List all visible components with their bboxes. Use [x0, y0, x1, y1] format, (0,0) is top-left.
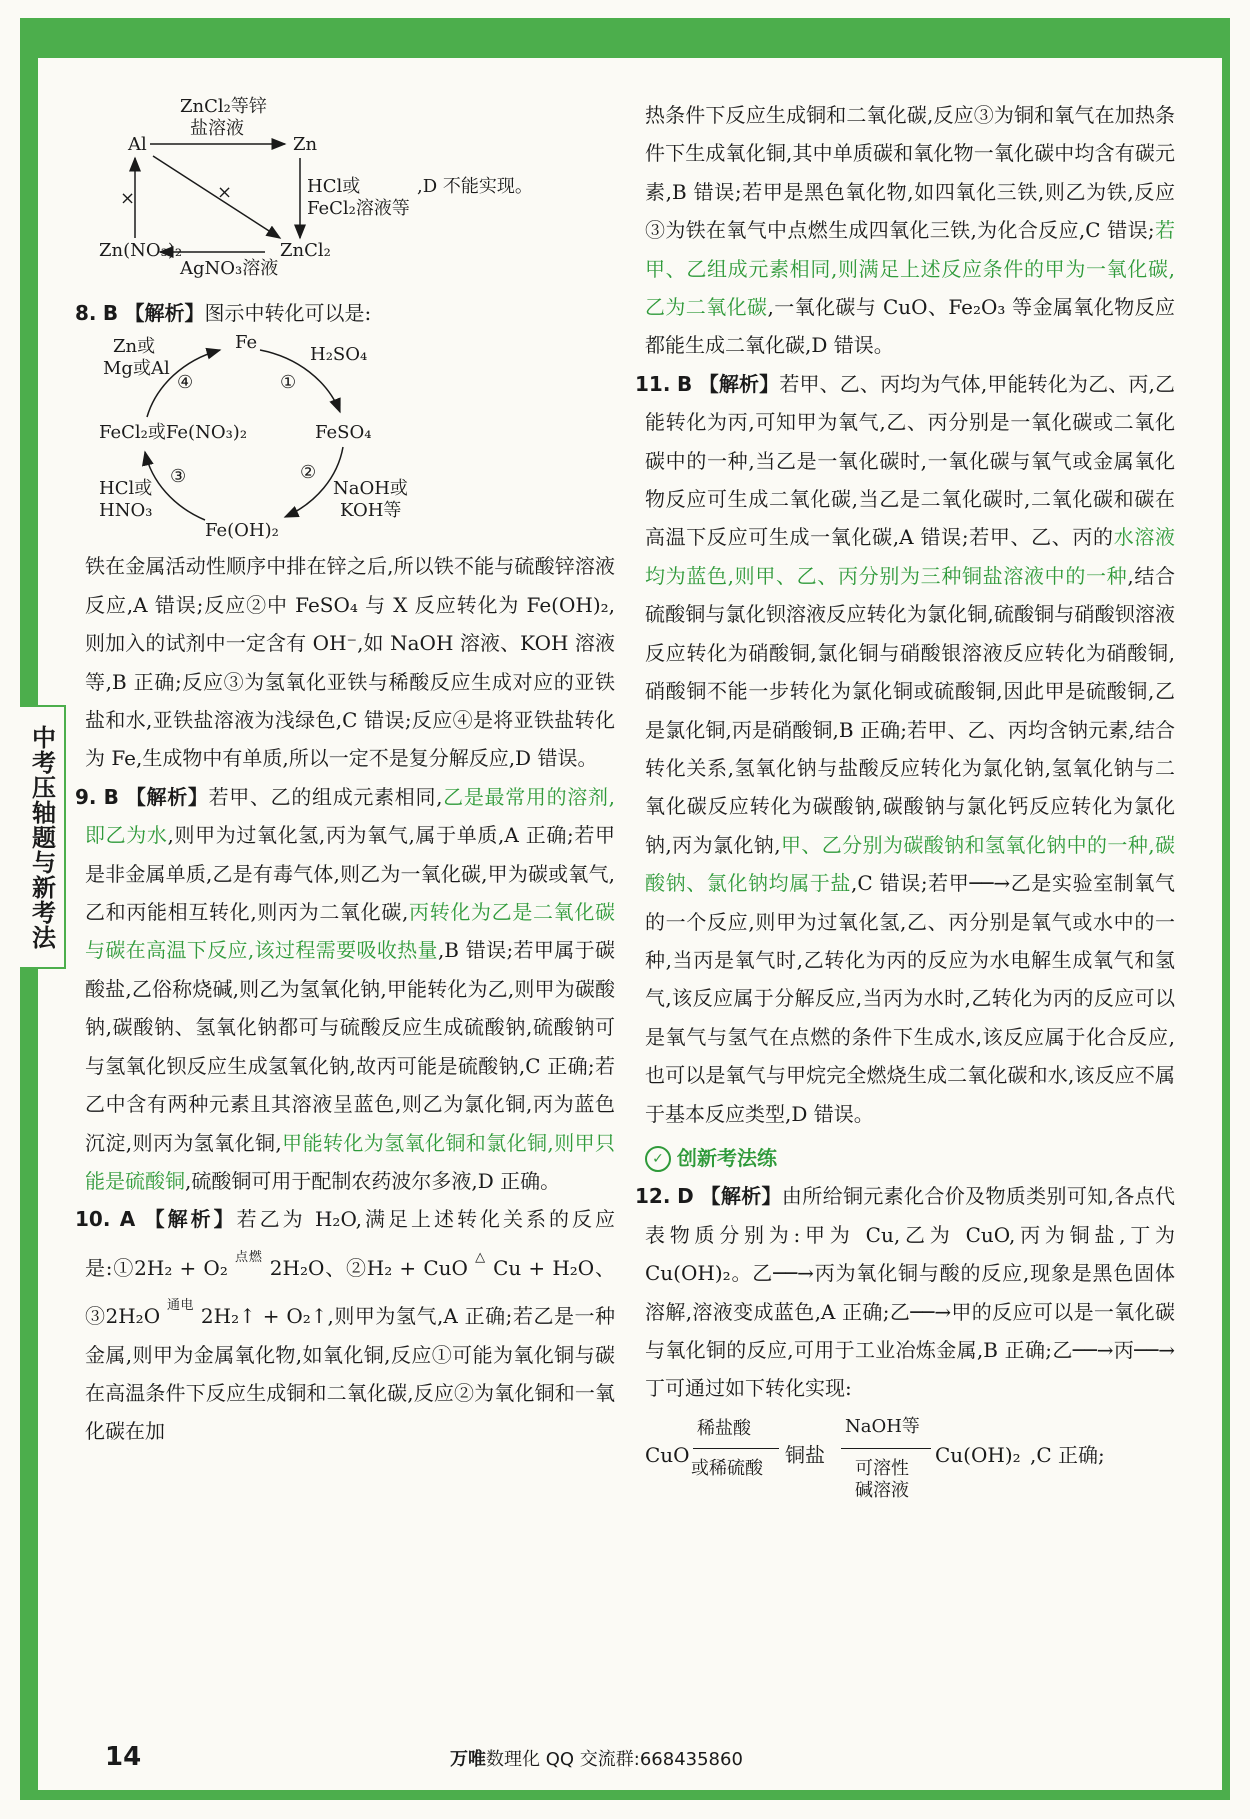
- page-frame-bottom: [20, 1790, 1230, 1800]
- eq-copper-salt: 铜盐: [785, 1442, 825, 1467]
- q11-text-3: ,C 错误;若甲──→乙是实验室制氧气的一个反应,则甲为过氧化氢,乙、丙分别是氧气或水中的一种,当丙是氧气时,乙转化为丙的反应为水电解生成氧气和氢气,该反应属于分解反应,当丙为水时,乙转化为丙的反应可以是氧气与氢气在点燃的条件下生成水,该反应属于化合反应,也可以是氧气与甲烷完全燃烧生成二氧化碳和水,该反应不属于基本反应类型,D 错误。: [645, 871, 1175, 1126]
- cycle-label-mgal: Mg或Al: [103, 358, 170, 380]
- eq-reagent-top-1: 稀盐酸: [697, 1417, 751, 1439]
- diagram-x-diagonal: ×: [217, 182, 233, 203]
- eq-tail: ,C 正确;: [1030, 1442, 1105, 1467]
- q9-text-4: ,硫酸铜可用于配制农药波尔多液,D 正确。: [185, 1168, 561, 1193]
- eq-reagent-bottom-1: 或稀硫酸: [691, 1457, 763, 1479]
- q8-body: 铁在金属活动性顺序中排在锌之后,所以铁不能与硫酸锌溶液反应,A 错误;反应②中 FeSO₄ 与 X 反应转化为 Fe(OH)₂,则加入的试剂中一定含有 OH⁻,如 NaOH 溶液、KOH 溶液等,B 正确;反应③为氢氧化亚铁与稀酸反应生成对应的亚铁盐和水,亚铁盐溶液为浅绿色,C 错误;反应④是将亚铁盐转化为 Fe,生成物中有单质,所以一定不是复分解反应,D 错误。: [85, 554, 615, 771]
- cycle-label-naoh: NaOH或: [333, 478, 408, 500]
- q10-cont-text-2: ,一氧化碳与 CuO、Fe₂O₃ 等金属氧化物反应都能生成二氧化碳,D 错误。: [645, 295, 1176, 358]
- cycle-label-hcl: HCl或: [99, 478, 153, 500]
- diagram-label-hcl: HCl或: [307, 176, 361, 197]
- cycle-label-h2so4: H₂SO₄: [310, 344, 368, 366]
- q10-cont-highlight: 若甲、乙组成元素相同,则满足上述反应条件的甲为一氧化碳,乙为二氧化碳: [645, 218, 1175, 320]
- cycle-node-feoh2: Fe(OH)₂: [205, 520, 279, 542]
- check-circle-icon: ✓: [645, 1146, 671, 1172]
- answer-letter: B: [102, 301, 119, 325]
- brand-name: 万唯: [450, 1749, 486, 1770]
- q12-text-1: 由所给铜元素化合价及物质类别可知,各点代表物质分别为:甲为 Cu,乙为 CuO,丙为铜盐,丁为 Cu(OH)₂。乙──→丙为氧化铜与酸的反应,现象是黑色固体溶解,溶液变成蓝色,A 正确;乙──→甲的反应可以是一氧化碳与氧化铜的反应,可用于工业冶炼金属,B 正确;乙──→丙──→丁可通过如下转化实现:: [645, 1184, 1176, 1401]
- q10-text-1: 若乙为 H₂O,满足上述转化关系的反应是:①2H₂ + O₂: [85, 1207, 616, 1280]
- q9-text-2: ,则甲为过氧化氢,丙为氧气,属于单质,A 正确;若甲是非金属单质,乙是有毒气体,则乙为一氧化碳,甲为碳或氧气,乙和丙能相互转化,则丙为二氧化碳,: [85, 823, 616, 925]
- diagram-node-zn-no3: Zn(NO₃)₂: [99, 240, 183, 261]
- question-number: 11.: [635, 371, 671, 396]
- analysis-tag: 【解析】: [144, 1207, 237, 1232]
- diagram-node-zn: Zn: [293, 134, 318, 155]
- question-12: [635, 1177, 1176, 1407]
- q10-condition-electrolysis: 通电: [166, 1298, 195, 1314]
- section-title: 创新考法练: [677, 1145, 777, 1170]
- cycle-node-feso4: FeSO₄: [315, 422, 372, 444]
- analysis-tag: 【解析】: [125, 784, 209, 809]
- sidebar-tab: [20, 705, 66, 969]
- left-column: [75, 96, 616, 1451]
- zinc-diagram: [85, 96, 615, 294]
- answer-letter: A: [119, 1207, 136, 1232]
- cycle-step-3: ③: [170, 466, 187, 488]
- answer-letter: B: [676, 371, 693, 396]
- answer-letter: B: [103, 784, 119, 809]
- question-11: [635, 365, 1176, 1133]
- q12-equation: [645, 1408, 1175, 1501]
- question-number: 10.: [75, 1207, 111, 1232]
- q10-condition-ignite: 点燃: [235, 1249, 263, 1265]
- eq-cuo: CuO: [645, 1442, 690, 1467]
- q10-text-4: 2H₂↑ + O₂↑,则甲为氢气,A 正确;若乙是一种金属,则甲为金属氧化物,如氧化铜,反应①可能为氧化铜与碳在高温条件下反应生成铜和二氧化碳,反应②为氧化铜和一氧化碳在加: [85, 1304, 616, 1444]
- diagram-node-al: Al: [128, 134, 147, 155]
- cycle-step-1: ①: [280, 372, 297, 394]
- diagram-label-agno3: AgNO₃溶液: [180, 258, 279, 279]
- cycle-label-hno3: HNO₃: [99, 500, 153, 522]
- q11-text-2: ,结合硫酸铜与氯化钡溶液反应转化为氯化铜,硫酸铜与硝酸钡溶液反应转化为硝酸铜,氯化铜与硝酸银溶液反应转化为硝酸铜,硝酸铜不能一步转化为氯化铜或硫酸铜,因此甲是硫酸铜,乙是氯化铜,丙是硝酸铜,B 正确;若甲、乙、丙均含钠元素,结合转化关系,氢氧化钠与盐酸反应转化为氯化钠,氢氧化钠与二氧化碳反应转化为碳酸钠,碳酸钠与氯化钙反应转化为氯化钠,丙为氯化钠,: [645, 563, 1175, 857]
- eq-cuoh2: Cu(OH)₂: [935, 1442, 1021, 1467]
- q10-continued: [645, 96, 1175, 365]
- cycle-step-2: ②: [300, 462, 317, 484]
- page-number: 14: [105, 1742, 142, 1772]
- q10-text-2: 2H₂O、②H₂ + CuO: [262, 1255, 476, 1280]
- page-frame-top: [20, 18, 1230, 58]
- iron-cycle-diagram: [85, 332, 615, 547]
- q11-highlight-2: 甲、乙分别为碳酸钠和氢氧化钠中的一种,碳酸钠、氯化钠均属于盐: [645, 832, 1175, 896]
- q9-text-1: 若甲、乙的组成元素相同,: [208, 784, 443, 809]
- q11-highlight-1: 水溶液均为蓝色,则甲、乙、丙分别为三种铜盐溶液中的一种: [645, 525, 1175, 588]
- diagram-conclusion: ,D 不能实现。: [417, 176, 533, 197]
- eq-reagent-top-2: NaOH等: [845, 1415, 920, 1437]
- analysis-tag: 【解析】: [698, 371, 780, 396]
- q10-condition-heat: △: [475, 1249, 486, 1265]
- question-9: [75, 778, 616, 1200]
- analysis-tag: 【解析】: [700, 1184, 782, 1209]
- eq-reagent-bottom-2b: 碱溶液: [855, 1479, 909, 1501]
- page-frame-right: [1222, 18, 1230, 1798]
- eq-reagent-bottom-2a: 可溶性: [855, 1457, 909, 1479]
- diagram-node-zncl2: ZnCl₂: [280, 240, 331, 261]
- analysis-tag: 【解析】: [124, 301, 205, 325]
- q9-text-3: ,B 错误;若甲属于碳酸盐,乙俗称烧碱,则乙为氢氧化钠,甲能转化为乙,则甲为碳酸钠,碳酸钠、氢氧化钠都可与硫酸反应生成硫酸钠,硫酸钠可与氢氧化钡反应生成氢氧化钠,故丙可能是硫酸钠,C 正确;若乙中含有两种元素且其溶液呈蓝色,则乙为氯化铜,丙为蓝色沉淀,则丙为氢氧化铜,: [85, 938, 616, 1155]
- eq-arrow-2: [841, 1448, 931, 1449]
- diagram-label-zncl2-salt-1: ZnCl₂等锌: [180, 96, 267, 117]
- q10-cont-text-1: 热条件下反应生成铜和二氧化碳,反应③为铜和氧气在加热条件下生成氧化铜,其中单质碳和氧化物一氧化碳中均含有碳元素,B 错误;若甲是黑色氧化物,如四氧化三铁,则乙为铁,反应③为铁在氧气中点燃生成四氧化三铁,为化合反应,C 错误;: [645, 103, 1175, 243]
- cycle-label-koh: KOH等: [340, 500, 402, 522]
- sidebar-label: 中考压轴题与新考法: [27, 724, 56, 950]
- cycle-label-zn: Zn或: [113, 336, 156, 358]
- diagram-label-zncl2-salt-2: 盐溶液: [190, 118, 244, 139]
- answer-letter: D: [677, 1184, 694, 1209]
- eq-arrow-1: [693, 1448, 779, 1449]
- section-heading: [645, 1139, 1175, 1177]
- footer-text: 数理化 QQ 交流群:668435860: [486, 1749, 743, 1770]
- cycle-node-fe: Fe: [235, 332, 258, 354]
- question-10: [75, 1200, 616, 1450]
- footer-brand: [450, 1745, 743, 1771]
- question-8-header: [75, 294, 615, 332]
- q8-intro: 图示中转化可以是:: [204, 301, 372, 325]
- q10-text-3: Cu + H₂O、③2H₂O: [85, 1255, 616, 1329]
- question-number: 8.: [75, 301, 97, 325]
- question-number: 9.: [75, 784, 97, 809]
- diagram-label-fecl2: FeCl₂溶液等: [307, 198, 410, 219]
- q9-highlight-2: 丙转化为乙是二氧化碳与碳在高温下反应,该过程需要吸收热量: [85, 900, 616, 963]
- cycle-node-fecl2: FeCl₂或Fe(NO₃)₂: [99, 422, 248, 444]
- q9-highlight-3: 甲能转化为氢氧化铜和氯化铜,则甲只能是硫酸铜: [85, 1130, 615, 1193]
- q9-highlight-1: 乙是最常用的溶剂,即乙为水: [85, 784, 616, 848]
- q11-text-1: 若甲、乙、丙均为气体,甲能转化为乙、丙,乙能转化为丙,可知甲为氧气,乙、丙分别是一氧化碳或二氧化碳中的一种,当乙是一氧化碳时,一氧化碳与氧气或金属氧化物反应可生成二氧化碳,当乙是二氧化碳时,二氧化碳和碳在高温下反应可生成一氧化碳,A 错误;若甲、乙、丙的: [645, 371, 1176, 550]
- diagram-x-left: ×: [120, 188, 136, 209]
- right-column: [635, 96, 1176, 1501]
- question-number: 12.: [635, 1184, 671, 1209]
- cycle-step-4: ④: [177, 372, 194, 394]
